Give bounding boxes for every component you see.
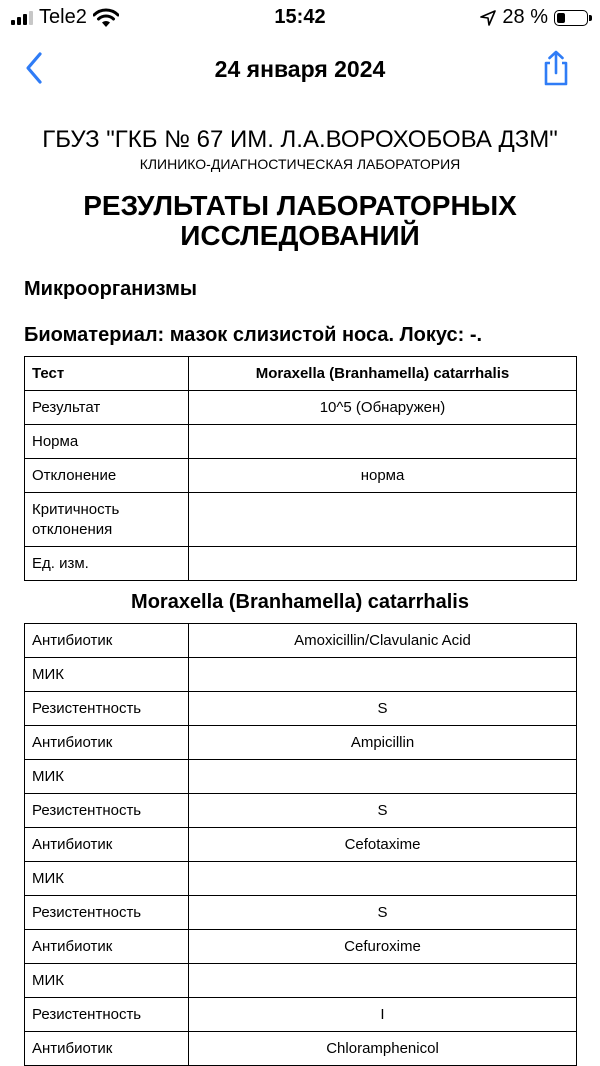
row-label: Резистентность [25,794,189,828]
row-label: МИК [25,964,189,998]
row-label: МИК [25,760,189,794]
row-value [189,964,577,998]
header-value: Moraxella (Branhamella) catarrhalis [189,357,577,391]
table-row [25,726,577,760]
table-row [25,964,577,998]
location-arrow-icon [480,10,496,26]
organism-title: Moraxella (Branhamella) catarrhalis [131,591,469,613]
header-label: Тест [25,357,189,391]
row-label: Резистентность [25,896,189,930]
row-value [189,658,577,692]
row-label: Антибиотик [25,1032,189,1066]
table-row [25,794,577,828]
table-row [25,828,577,862]
row-value [189,862,577,896]
battery-percent: 28 % [502,6,548,28]
row-value: Cefuroxime [189,930,577,964]
table-row [25,930,577,964]
row-label: Резистентность [25,692,189,726]
table-row [25,425,577,459]
table-row [25,862,577,896]
table-row [25,547,577,581]
row-value: Ampicillin [189,726,577,760]
row-value [189,493,577,547]
status-right [480,6,588,29]
row-value: Chloramphenicol [189,1032,577,1066]
report-title-line2: ИССЛЕДОВАНИЙ [180,220,420,251]
status-time: 15:42 [274,6,326,28]
table-row [25,493,577,547]
status-bar [0,0,600,36]
row-value: S [189,692,577,726]
table-row [25,692,577,726]
row-value: S [189,896,577,930]
biomaterial-title: Биоматериал: мазок слизистой носа. Локус: -. [24,324,483,346]
page-title: 24 января 2024 [214,56,386,82]
table-row [25,624,577,658]
row-label: Норма [25,425,189,459]
battery-icon [554,10,588,26]
report-title-line1: РЕЗУЛЬТАТЫ ЛАБОРАТОРНЫХ [83,190,517,221]
row-value: Cefotaxime [189,828,577,862]
table-row [25,998,577,1032]
share-button[interactable] [540,48,572,88]
row-label: Критичность отклонения [25,493,189,547]
table-row [25,896,577,930]
row-label: Отклонение [25,459,189,493]
row-label: Антибиотик [25,624,189,658]
laboratory-name: КЛИНИКО-ДИАГНОСТИЧЕСКАЯ ЛАБОРАТОРИЯ [139,156,461,172]
row-label: МИК [25,658,189,692]
row-label: Результат [25,391,189,425]
table-row [25,658,577,692]
table-header-row [25,357,577,391]
row-label: МИК [25,862,189,896]
row-value: норма [189,459,577,493]
table-row [25,459,577,493]
organization-name: ГБУЗ "ГКБ № 67 ИМ. Л.А.ВОРОХОБОВА ДЗМ" [42,126,558,153]
navigation-bar [0,40,600,96]
row-label: Антибиотик [25,726,189,760]
row-value: 10^5 (Обнаружен) [189,391,577,425]
carrier-name: Tele2 [39,6,87,28]
row-value [189,547,577,581]
lab-report [0,126,600,1066]
row-value: Amoxicillin/Clavulanic Acid [189,624,577,658]
row-value [189,760,577,794]
row-label: Антибиотик [25,930,189,964]
report-title [0,191,600,251]
row-label: Антибиотик [25,828,189,862]
antibiotics-table [24,623,577,1066]
row-label: Резистентность [25,998,189,1032]
section-title: Микроорганизмы [24,278,197,300]
results-table [24,356,577,581]
row-value: I [189,998,577,1032]
row-value [189,425,577,459]
table-row [25,760,577,794]
row-value: S [189,794,577,828]
row-label: Ед. изм. [25,547,189,581]
table-row [25,1032,577,1066]
table-row [25,391,577,425]
